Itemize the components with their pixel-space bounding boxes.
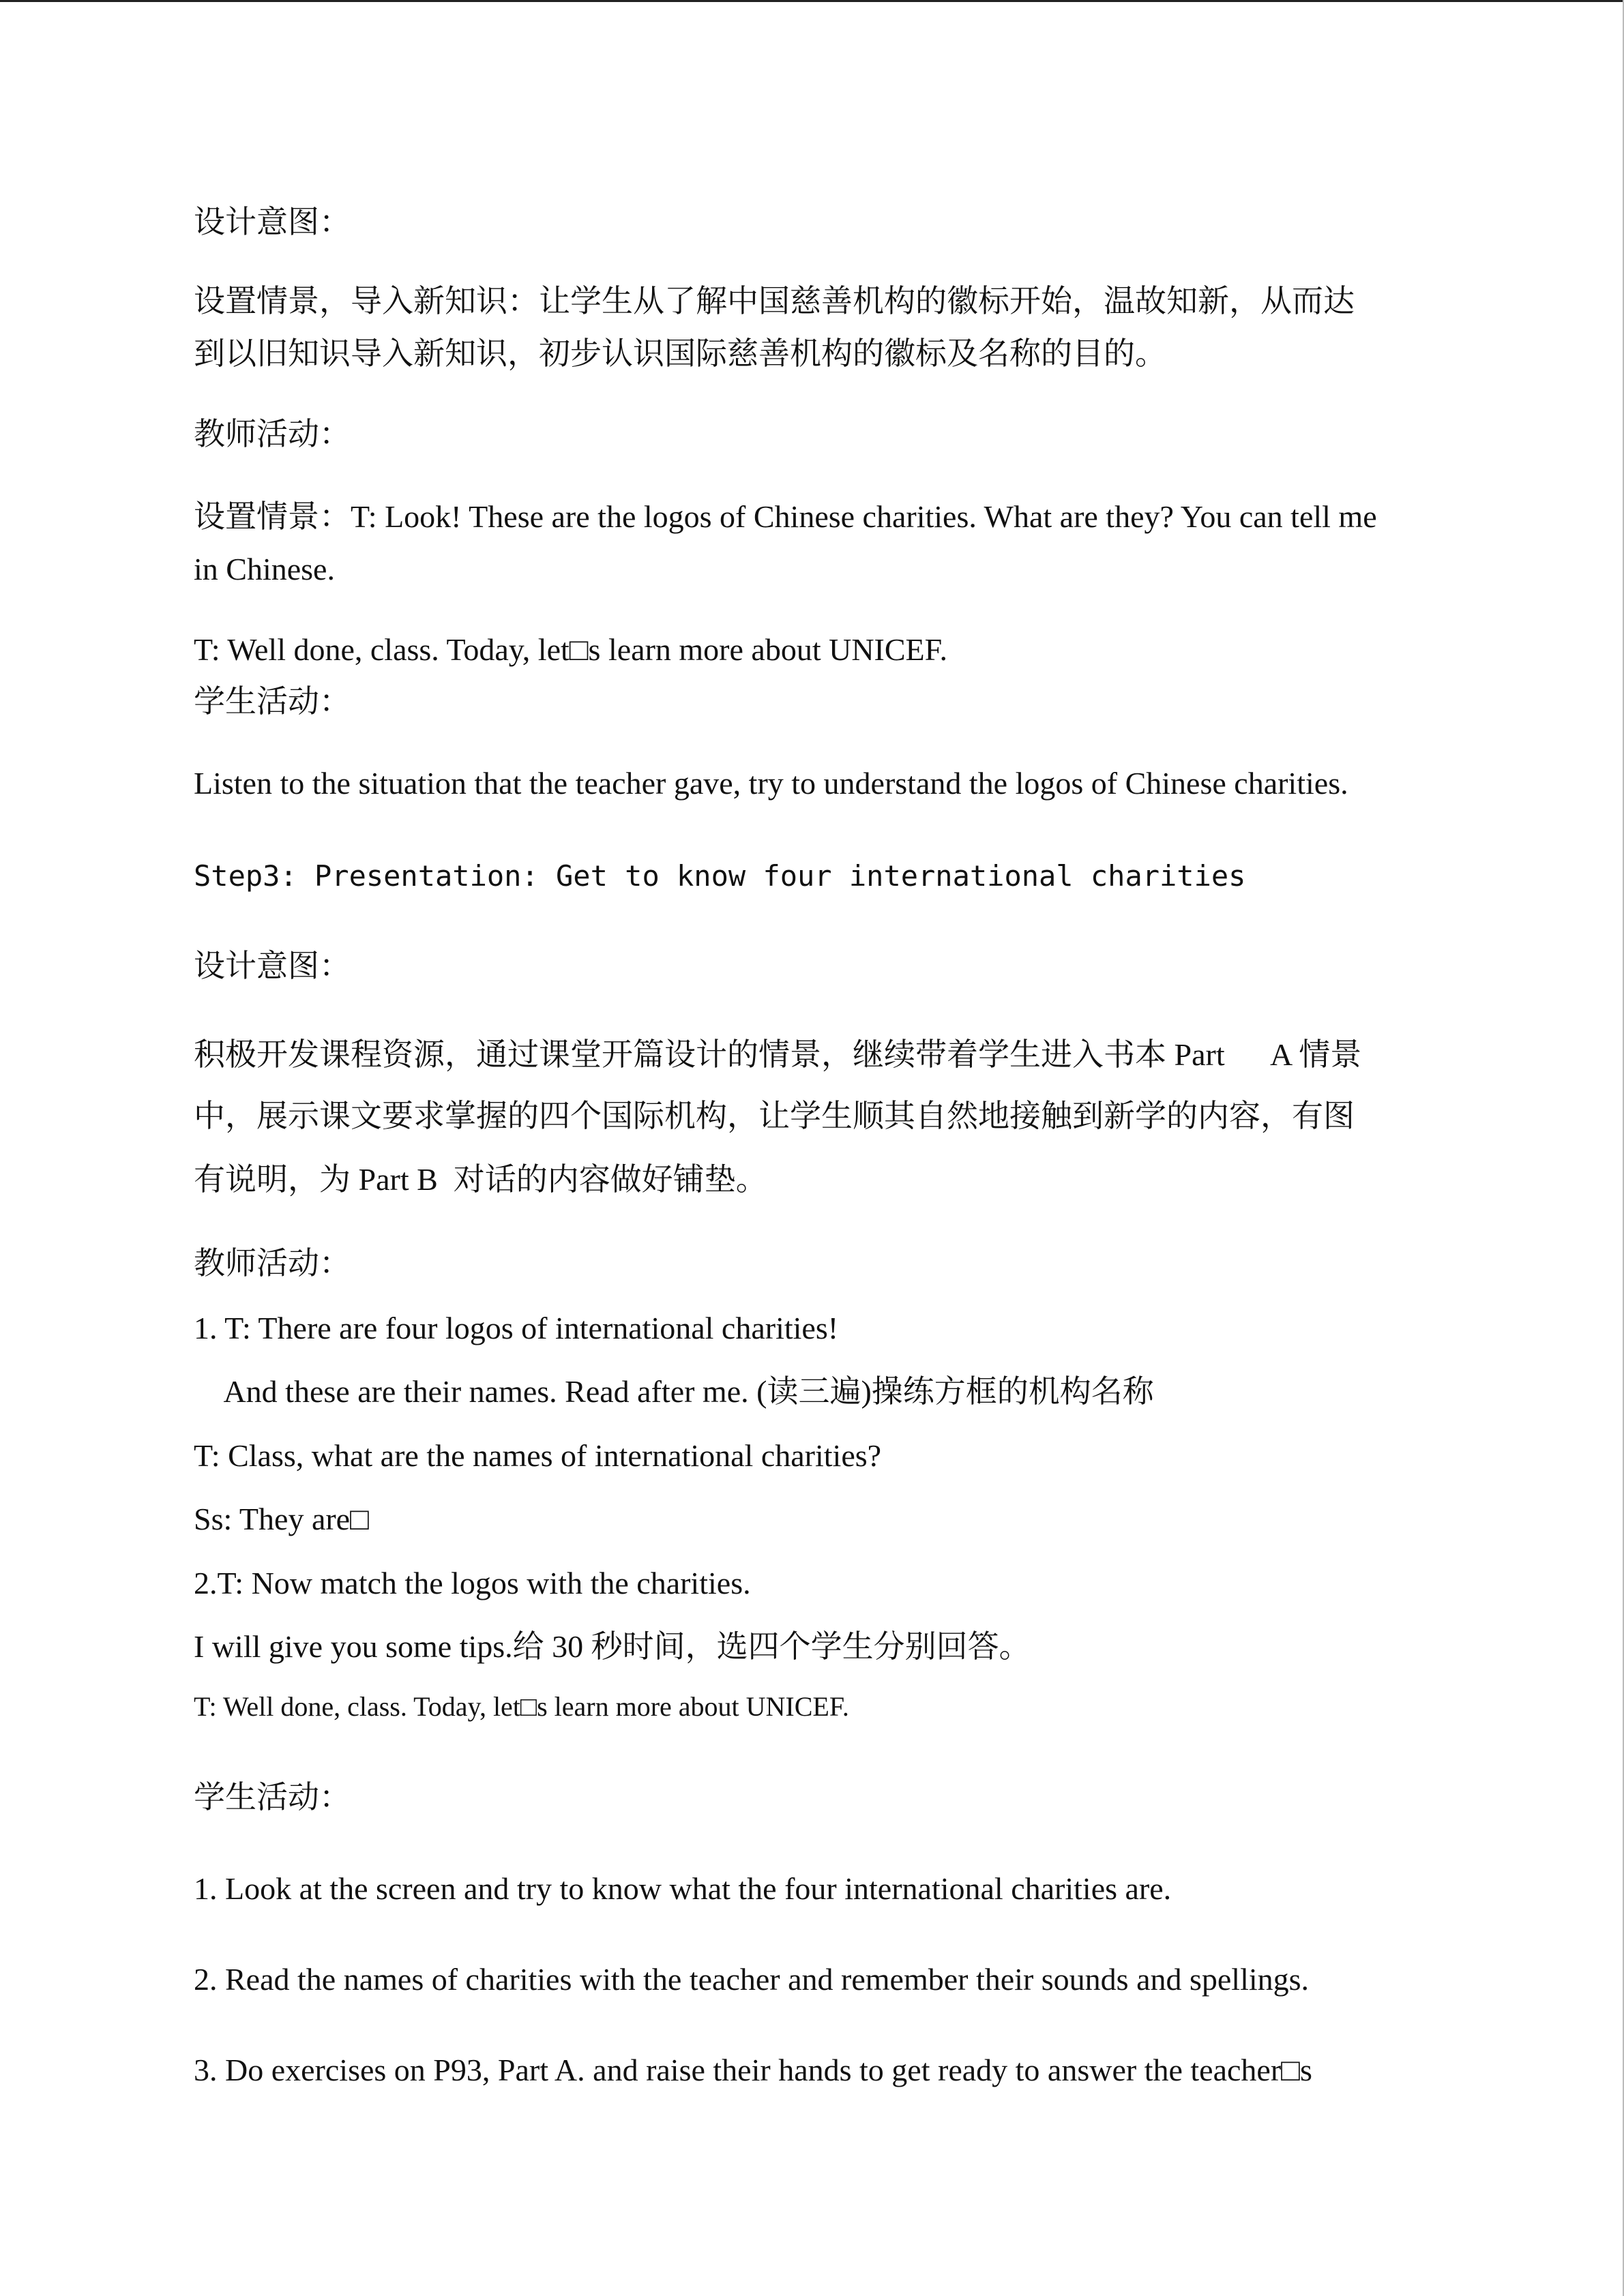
paragraph-line: And these are their names. Read after me. (读三遍)操练方框的机构名称: [194, 1374, 1154, 1409]
paragraph-line: 1. T: There are four logos of international charities!: [194, 1311, 839, 1345]
paragraph-line: 2. Read the names of charities with the teacher and remember their sounds and spellings.: [194, 1962, 1310, 1997]
paragraph-line: 中，展示课文要求掌握的四个国际机构，让学生顺其自然地接触到新学的内容，有图: [194, 1099, 1355, 1133]
paragraph-line: 3. Do exercises on P93, Part A. and raise their hands to get ready to answer the teacher□s: [194, 2053, 1312, 2087]
paragraph-line: 到以旧知识导入新知识，初步认识国际慈善机构的徽标及名称的目的。: [194, 336, 1166, 371]
paragraph-line: T: Class, what are the names of international charities?: [194, 1438, 882, 1473]
paragraph-line: 积极开发课程资源，通过课堂开篇设计的情景，继续带着学生进入书本 Part A 情景: [194, 1037, 1362, 1072]
paragraph-line: T: Well done, class. Today, let□s learn more about UNICEF.: [194, 1691, 849, 1722]
paragraph-line: 设置情景：T: Look! These are the logos of Chinese charities. What are they? You can tell me: [194, 499, 1377, 534]
heading-design-intent: 设计意图：: [194, 205, 351, 239]
paragraph-line: I will give you some tips.给 30 秒时间，选四个学生分别回答。: [194, 1629, 1031, 1664]
paragraph-line: 有说明，为 Part B 对话的内容做好铺垫。: [194, 1162, 767, 1197]
paragraph-line: Ss: They are□: [194, 1502, 369, 1536]
heading-design-intent: 设计意图：: [194, 949, 351, 983]
heading-student-activity: 学生活动：: [194, 684, 351, 719]
heading-teacher-activity: 教师活动：: [194, 417, 351, 451]
paragraph-line: Listen to the situation that the teacher gave, try to understand the logos of Chinese charities.: [194, 766, 1348, 801]
step-heading: Step3: Presentation: Get to know four international charities: [194, 859, 1246, 893]
paragraph-line: T: Well done, class. Today, let□s learn more about UNICEF.: [194, 632, 948, 667]
paragraph-line: in Chinese.: [194, 552, 335, 586]
heading-teacher-activity: 教师活动：: [194, 1246, 351, 1281]
heading-student-activity: 学生活动：: [194, 1780, 351, 1815]
page-top-border: [0, 0, 1624, 2]
paragraph-line: 1. Look at the screen and try to know what the four international charities are.: [194, 1871, 1172, 1906]
paragraph-line: 2.T: Now match the logos with the charities.: [194, 1566, 751, 1600]
paragraph-line: 设置情景，导入新知识：让学生从了解中国慈善机构的徽标开始，温故知新，从而达: [194, 284, 1355, 318]
